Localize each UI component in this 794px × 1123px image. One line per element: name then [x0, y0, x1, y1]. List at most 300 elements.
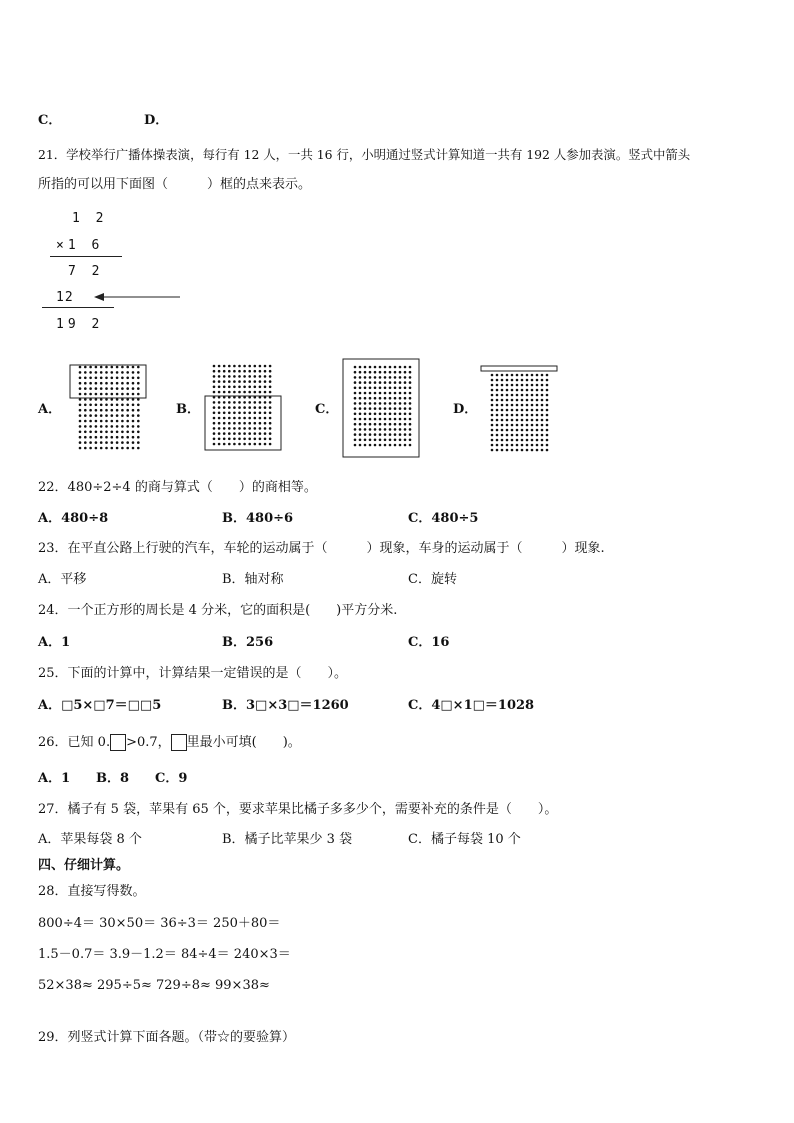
dot [228, 443, 231, 446]
dot [516, 374, 519, 377]
dot [536, 444, 539, 447]
q24-option-a: A．1 [38, 635, 71, 650]
dot [248, 380, 251, 383]
dot [126, 431, 129, 434]
dot [105, 377, 108, 380]
dot [379, 402, 382, 405]
dot [79, 382, 82, 385]
dot [248, 443, 251, 446]
dot [259, 412, 262, 415]
dot [89, 441, 92, 444]
dot [121, 431, 124, 434]
dot [394, 371, 397, 374]
dot [384, 407, 387, 410]
dot [105, 409, 108, 412]
dot [501, 439, 504, 442]
dot [132, 393, 135, 396]
dot [264, 380, 267, 383]
dot [111, 382, 114, 385]
dot [264, 401, 267, 404]
dot [536, 429, 539, 432]
dot [379, 423, 382, 426]
dot [364, 402, 367, 405]
dot [243, 412, 246, 415]
dot [95, 387, 98, 390]
dot [233, 438, 236, 441]
dot [116, 387, 119, 390]
dot [213, 432, 216, 435]
q27-stem: 27．橘子有 5 袋，苹果有 65 个，要求苹果比橘子多多少个，需要补充的条件是（ ）。 [38, 802, 558, 817]
dot [541, 374, 544, 377]
dot [506, 414, 509, 417]
dot [516, 384, 519, 387]
dot [259, 401, 262, 404]
dot [516, 434, 519, 437]
dot [496, 404, 499, 407]
dot [233, 391, 236, 394]
dot [364, 387, 367, 390]
prev-option-d: D． [144, 113, 169, 128]
dot [233, 401, 236, 404]
dot [218, 427, 221, 430]
dot [259, 391, 262, 394]
dot [213, 406, 216, 409]
dot [511, 424, 514, 427]
dot [394, 397, 397, 400]
dot [223, 432, 226, 435]
dot [264, 370, 267, 373]
dot [394, 402, 397, 405]
dot [248, 365, 251, 368]
dot [95, 409, 98, 412]
dot [264, 391, 267, 394]
dot [531, 404, 534, 407]
dot [516, 449, 519, 452]
dot [404, 371, 407, 374]
dot [506, 379, 509, 382]
dot [223, 370, 226, 373]
dot [354, 423, 357, 426]
dot [394, 418, 397, 421]
dot [511, 379, 514, 382]
dot [243, 365, 246, 368]
dot [384, 444, 387, 447]
dot [546, 429, 549, 432]
dot [491, 404, 494, 407]
dot [269, 443, 272, 446]
dot [213, 417, 216, 420]
dot [359, 387, 362, 390]
dot [79, 447, 82, 450]
dot [264, 432, 267, 435]
dot [233, 417, 236, 420]
dot [126, 436, 129, 439]
dot [546, 404, 549, 407]
q22-option-b: B．480÷6 [222, 511, 294, 526]
dot [516, 389, 519, 392]
dot [223, 422, 226, 425]
dot [238, 401, 241, 404]
dot [213, 438, 216, 441]
dot [511, 389, 514, 392]
dot [95, 382, 98, 385]
dot [516, 379, 519, 382]
dot [491, 379, 494, 382]
dot [384, 413, 387, 416]
dot [359, 381, 362, 384]
dot [218, 380, 221, 383]
q26-option-c: C．9 [155, 771, 188, 786]
dot [248, 427, 251, 430]
dot [132, 425, 135, 428]
dot-array-b [205, 363, 285, 458]
dot [105, 447, 108, 450]
dot [100, 441, 103, 444]
dot [238, 386, 241, 389]
dot [121, 441, 124, 444]
q24-stem: 24．一个正方形的周长是 4 分米，它的面积是( )平方分米. [38, 603, 398, 618]
dot [259, 417, 262, 420]
dot [379, 366, 382, 369]
dot [264, 406, 267, 409]
dot [254, 406, 257, 409]
dot [536, 384, 539, 387]
dot [137, 447, 140, 450]
dot [233, 432, 236, 435]
dot [369, 392, 372, 395]
dot [137, 387, 140, 390]
dot [100, 431, 103, 434]
dot [516, 419, 519, 422]
dot [541, 399, 544, 402]
dot [126, 409, 129, 412]
prev-option-c: C． [38, 113, 62, 128]
dot [254, 365, 257, 368]
dot [359, 418, 362, 421]
dot [223, 406, 226, 409]
dot [359, 428, 362, 431]
dot [89, 387, 92, 390]
dot [384, 381, 387, 384]
dot [369, 381, 372, 384]
dot [374, 439, 377, 442]
dot [394, 433, 397, 436]
dot [116, 377, 119, 380]
dot [384, 371, 387, 374]
dot [223, 412, 226, 415]
dot [248, 438, 251, 441]
dot [364, 371, 367, 374]
dot [516, 404, 519, 407]
dot [223, 380, 226, 383]
dot [541, 429, 544, 432]
dot [121, 414, 124, 417]
dot [223, 386, 226, 389]
dot [506, 429, 509, 432]
dot [516, 414, 519, 417]
dot [100, 366, 103, 369]
q25-option-a: A．□5×□7＝□□5 [38, 698, 162, 713]
dot [496, 399, 499, 402]
dot [389, 423, 392, 426]
dot [354, 413, 357, 416]
dot [496, 434, 499, 437]
dot [264, 427, 267, 430]
dot [105, 436, 108, 439]
q25-option-b: B．3□×3□＝1260 [222, 698, 349, 713]
dot [394, 439, 397, 442]
dot [394, 423, 397, 426]
dot [409, 402, 412, 405]
dot [233, 370, 236, 373]
dot [399, 371, 402, 374]
dot [404, 418, 407, 421]
dot [105, 393, 108, 396]
dot [100, 436, 103, 439]
dot [111, 393, 114, 396]
dot [369, 423, 372, 426]
dot [521, 379, 524, 382]
dot [404, 423, 407, 426]
dot [111, 447, 114, 450]
dot [84, 441, 87, 444]
dot [79, 409, 82, 412]
dot [369, 433, 372, 436]
dot [526, 419, 529, 422]
dot [238, 427, 241, 430]
dot [354, 366, 357, 369]
dot [213, 391, 216, 394]
dot [521, 424, 524, 427]
dot [531, 424, 534, 427]
dot [95, 420, 98, 423]
dot [137, 431, 140, 434]
dot [264, 422, 267, 425]
q21-option-a-label: A． [38, 402, 62, 417]
dot [384, 428, 387, 431]
dot [404, 444, 407, 447]
dot [116, 382, 119, 385]
dot [137, 404, 140, 407]
dot [132, 414, 135, 417]
dot [79, 387, 82, 390]
dot [264, 386, 267, 389]
dot [399, 392, 402, 395]
dot [233, 443, 236, 446]
dot [516, 439, 519, 442]
dot [116, 447, 119, 450]
dot [121, 387, 124, 390]
dot [223, 365, 226, 368]
dot [243, 401, 246, 404]
dot [116, 420, 119, 423]
dot [213, 422, 216, 425]
dot [541, 394, 544, 397]
dot [126, 377, 129, 380]
dot [491, 414, 494, 417]
dot [137, 366, 140, 369]
dot [536, 389, 539, 392]
dot [496, 384, 499, 387]
q28-row-1: 800÷4＝ 30×50＝ 36÷3＝ 250＋80＝ [38, 916, 281, 931]
dot [228, 438, 231, 441]
dot [264, 375, 267, 378]
dot [531, 379, 534, 382]
dot [521, 384, 524, 387]
section-4-title: 四、仔细计算。 [38, 858, 130, 873]
dot [126, 382, 129, 385]
dot [79, 431, 82, 434]
dot [496, 389, 499, 392]
dot [496, 414, 499, 417]
q28-row-3: 52×38≈ 295÷5≈ 729÷8≈ 99×38≈ [38, 978, 270, 993]
dot [379, 392, 382, 395]
dot [95, 377, 98, 380]
dot [89, 409, 92, 412]
dot [506, 444, 509, 447]
dot [126, 371, 129, 374]
dot [359, 407, 362, 410]
dot [354, 444, 357, 447]
dot [399, 366, 402, 369]
dot [89, 431, 92, 434]
dot [105, 382, 108, 385]
dot [521, 389, 524, 392]
dot [409, 376, 412, 379]
dot [536, 404, 539, 407]
dot [84, 447, 87, 450]
dot [369, 397, 372, 400]
dot [105, 366, 108, 369]
dot [501, 379, 504, 382]
dot [248, 432, 251, 435]
dot [379, 387, 382, 390]
dot [218, 438, 221, 441]
dot [369, 402, 372, 405]
dot [506, 374, 509, 377]
vc-multiplier: ×1 6 [56, 238, 104, 253]
dot [228, 386, 231, 389]
q27-option-b: B．橘子比苹果少 3 袋 [222, 832, 353, 847]
dot [496, 439, 499, 442]
dot [526, 444, 529, 447]
dot [213, 401, 216, 404]
dot [404, 402, 407, 405]
dot [511, 434, 514, 437]
dot [491, 444, 494, 447]
dot [264, 438, 267, 441]
dot [243, 427, 246, 430]
dot [541, 424, 544, 427]
dot [491, 389, 494, 392]
dot [404, 433, 407, 436]
dot [526, 449, 529, 452]
dot [491, 384, 494, 387]
dot [233, 386, 236, 389]
dot [511, 409, 514, 412]
dot [354, 407, 357, 410]
dot [384, 418, 387, 421]
dot [491, 439, 494, 442]
dot [259, 422, 262, 425]
dot [116, 371, 119, 374]
dot [132, 441, 135, 444]
dot [79, 393, 82, 396]
dot [526, 394, 529, 397]
dot [546, 384, 549, 387]
dot [526, 404, 529, 407]
dot [359, 371, 362, 374]
dot [121, 420, 124, 423]
dot [501, 434, 504, 437]
dot [394, 387, 397, 390]
q26-stem-part-c: 里最小可填( )。 [186, 734, 301, 750]
dot [269, 375, 272, 378]
dot [223, 438, 226, 441]
dot [79, 377, 82, 380]
dot [491, 419, 494, 422]
dot [248, 417, 251, 420]
dot [364, 433, 367, 436]
dot [541, 379, 544, 382]
dot [546, 444, 549, 447]
dot [223, 443, 226, 446]
dot [228, 422, 231, 425]
dot [243, 380, 246, 383]
dot [95, 366, 98, 369]
dot [496, 429, 499, 432]
dot [269, 412, 272, 415]
dot [536, 434, 539, 437]
dot [389, 413, 392, 416]
dot [213, 365, 216, 368]
dot [409, 397, 412, 400]
dot [491, 449, 494, 452]
dot [399, 428, 402, 431]
dot [384, 402, 387, 405]
dot [100, 447, 103, 450]
dot [243, 406, 246, 409]
dot [521, 439, 524, 442]
dot [359, 439, 362, 442]
dot [121, 366, 124, 369]
dot [384, 433, 387, 436]
dot [379, 444, 382, 447]
dot [359, 413, 362, 416]
dot [521, 414, 524, 417]
dot [404, 366, 407, 369]
dot [254, 375, 257, 378]
dot [389, 376, 392, 379]
dot [105, 431, 108, 434]
dot [95, 404, 98, 407]
dot [228, 401, 231, 404]
dot [238, 438, 241, 441]
dot [238, 391, 241, 394]
dot [511, 399, 514, 402]
dot [491, 424, 494, 427]
dot [218, 375, 221, 378]
dot [259, 427, 262, 430]
dot [364, 428, 367, 431]
dot [126, 366, 129, 369]
dot [409, 413, 412, 416]
q26-option-b: B．8 [96, 771, 130, 786]
dot [389, 402, 392, 405]
q21-stem-line2: 所指的可以用下面图（ ）框的点来表示。 [38, 177, 312, 192]
dot [111, 371, 114, 374]
dot [511, 404, 514, 407]
